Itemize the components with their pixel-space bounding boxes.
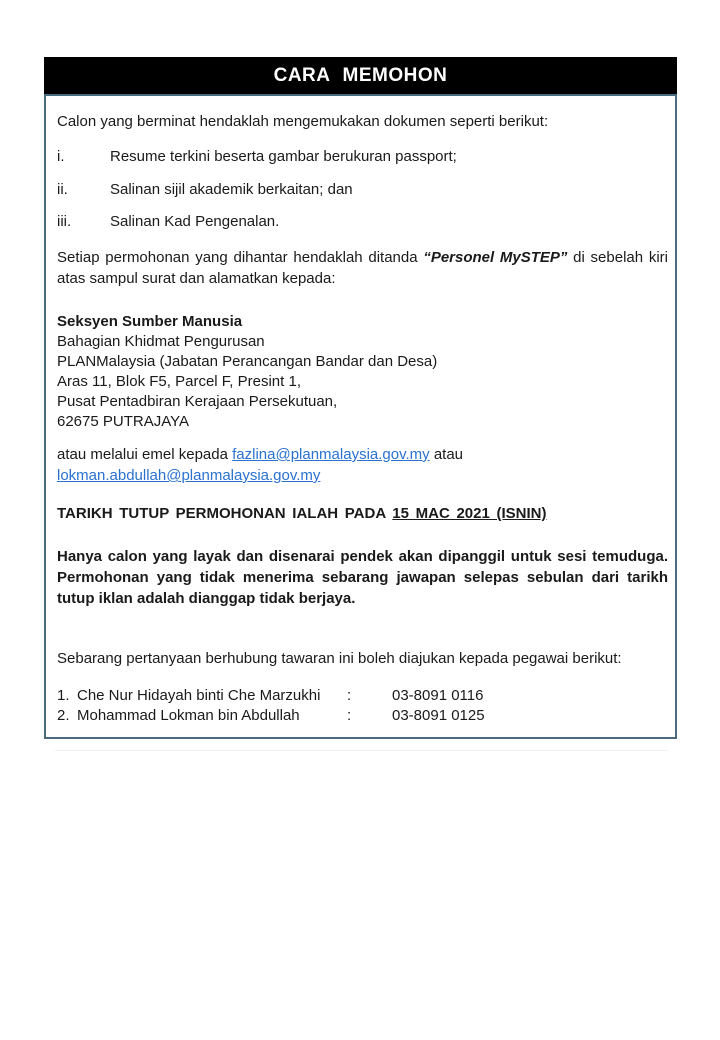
- notice-paragraph: [57, 546, 668, 609]
- list-text: Salinan sijil akademik berkaitan; dan: [110, 181, 353, 198]
- requirement-item: [57, 179, 668, 200]
- content-box: [44, 94, 677, 739]
- intro-text: Calon yang berminat hendaklah mengemukakan dokumen seperti berikut:: [57, 113, 549, 130]
- address-line: PLANMalaysia (Jabatan Perancangan Bandar dan Desa): [57, 353, 438, 370]
- instruction-before: Setiap permohonan yang dihantar hendaklah ditanda: [57, 249, 424, 266]
- address-title: Seksyen Sumber Manusia: [57, 313, 243, 330]
- contact-separator: :: [347, 707, 352, 724]
- contact-name: Che Nur Hidayah binti Che Marzukhi: [77, 687, 321, 704]
- address-line: Bahagian Khidmat Pengurusan: [57, 333, 265, 350]
- email-link-lokman[interactable]: lokman.abdullah@planmalaysia.gov.my: [57, 467, 321, 484]
- inquiry-paragraph: [57, 648, 668, 669]
- list-text: Salinan Kad Pengenalan.: [110, 213, 280, 230]
- contact-phone: 03-8091 0125: [392, 707, 485, 724]
- email-paragraph: [57, 444, 668, 486]
- section-title: CARA MEMOHON: [273, 64, 448, 86]
- list-marker: iii.: [57, 213, 72, 230]
- instruction-after: di sebelah kiri atas sampul surat dan alamatkan kepada:: [57, 249, 668, 287]
- address-line: Aras 11, Blok F5, Parcel F, Presint 1,: [57, 373, 301, 390]
- email-link-fazlina[interactable]: fazlina@planmalaysia.gov.my: [232, 446, 430, 463]
- deadline-line: [57, 503, 668, 524]
- list-text: Resume terkini beserta gambar berukuran passport;: [110, 148, 457, 165]
- notice-text: Hanya calon yang layak dan disenarai pendek akan dipanggil untuk sesi temuduga. Permohonan yang tidak menerima sebarang jawapan selepas sebulan dari tarikh tutup iklan adalah dianggap tidak berjaya.: [57, 548, 668, 607]
- intro-paragraph: [57, 111, 668, 132]
- deadline-label: TARIKH TUTUP PERMOHONAN IALAH PADA: [57, 505, 393, 522]
- contact-phone: 03-8091 0116: [392, 687, 484, 704]
- contact-row: [57, 706, 668, 726]
- deadline-date: 15 MAC 2021 (ISNIN): [392, 505, 547, 522]
- contact-number: 1.: [57, 687, 70, 704]
- email-before-text: atau melalui emel kepada: [57, 446, 233, 463]
- instruction-paragraph: [57, 247, 668, 289]
- address-line: Pusat Pentadbiran Kerajaan Persekutuan,: [57, 393, 338, 410]
- address-block: [57, 312, 668, 432]
- section-header-bar: [44, 57, 677, 94]
- inquiry-text: Sebarang pertanyaan berhubung tawaran ini boleh diajukan kepada pegawai berikut:: [57, 650, 622, 667]
- list-marker: ii.: [57, 181, 68, 198]
- contact-separator: :: [347, 687, 352, 704]
- page-divider-line: [55, 750, 667, 751]
- contact-row: [57, 686, 668, 706]
- instruction-highlight: “Personel MySTEP”: [423, 249, 568, 266]
- list-marker: i.: [57, 148, 65, 165]
- contact-name: Mohammad Lokman bin Abdullah: [77, 707, 300, 724]
- email-middle-text: atau: [429, 446, 464, 463]
- contact-number: 2.: [57, 707, 70, 724]
- requirement-item: [57, 146, 668, 167]
- requirement-item: [57, 211, 668, 232]
- address-line: 62675 PUTRAJAYA: [57, 413, 190, 430]
